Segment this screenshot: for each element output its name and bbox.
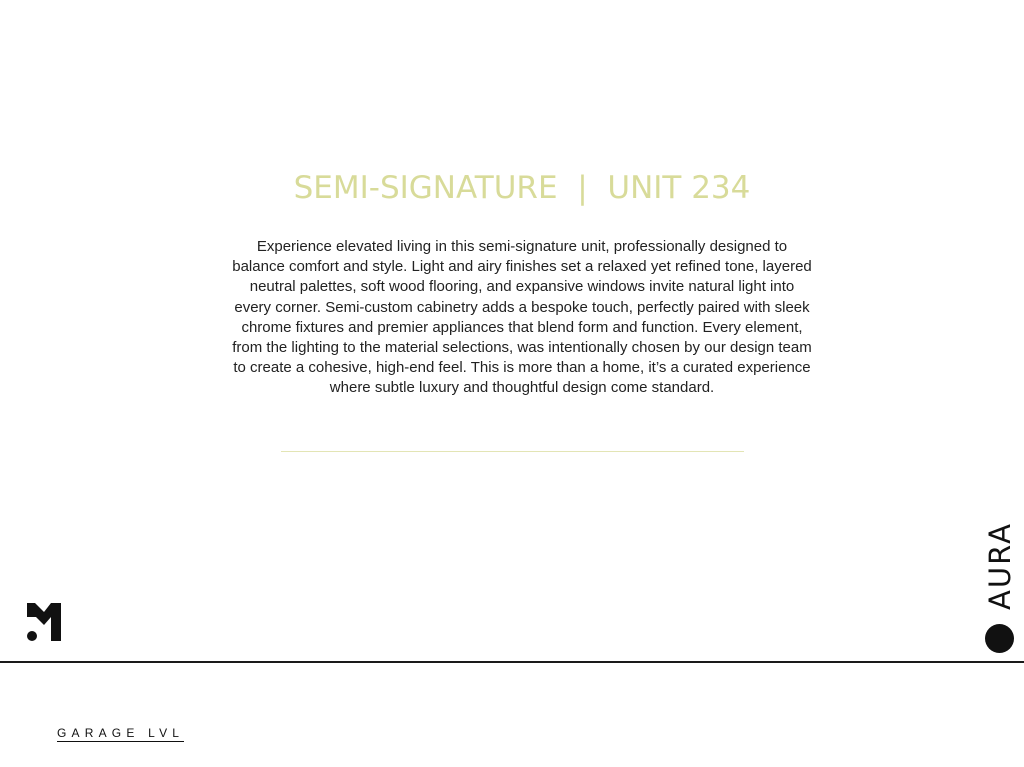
footer-rule — [0, 661, 1024, 663]
slide-description: Experience elevated living in this semi-signature unit, professionally designed to balance comfort and style. Light and airy finishes set a relaxed yet refined tone, layered neutral palettes, soft wood flooring, and expansive windows invite natural light into every corner. Semi-custom cabinetry adds a bespoke touch, perfectly paired with sleek chrome fixtures and premier appliances that blend form and function. Every element, from the lighting to the material selections, was intentionally chosen by our design team to create a cohesive, high-end feel. This is more than a home, it’s a curated experience where subtle luxury and thoughtful design come standard. — [232, 238, 812, 397]
accent-divider — [281, 451, 744, 452]
m-monogram-icon — [27, 603, 61, 641]
aura-wordmark: AURA — [983, 522, 1017, 610]
level-label: GARAGE LVL — [57, 726, 185, 740]
aura-logo — [982, 520, 1018, 655]
aura-circle-icon — [985, 624, 1014, 653]
slide-title: SEMI-SIGNATURE | UNIT 234 — [293, 170, 751, 206]
